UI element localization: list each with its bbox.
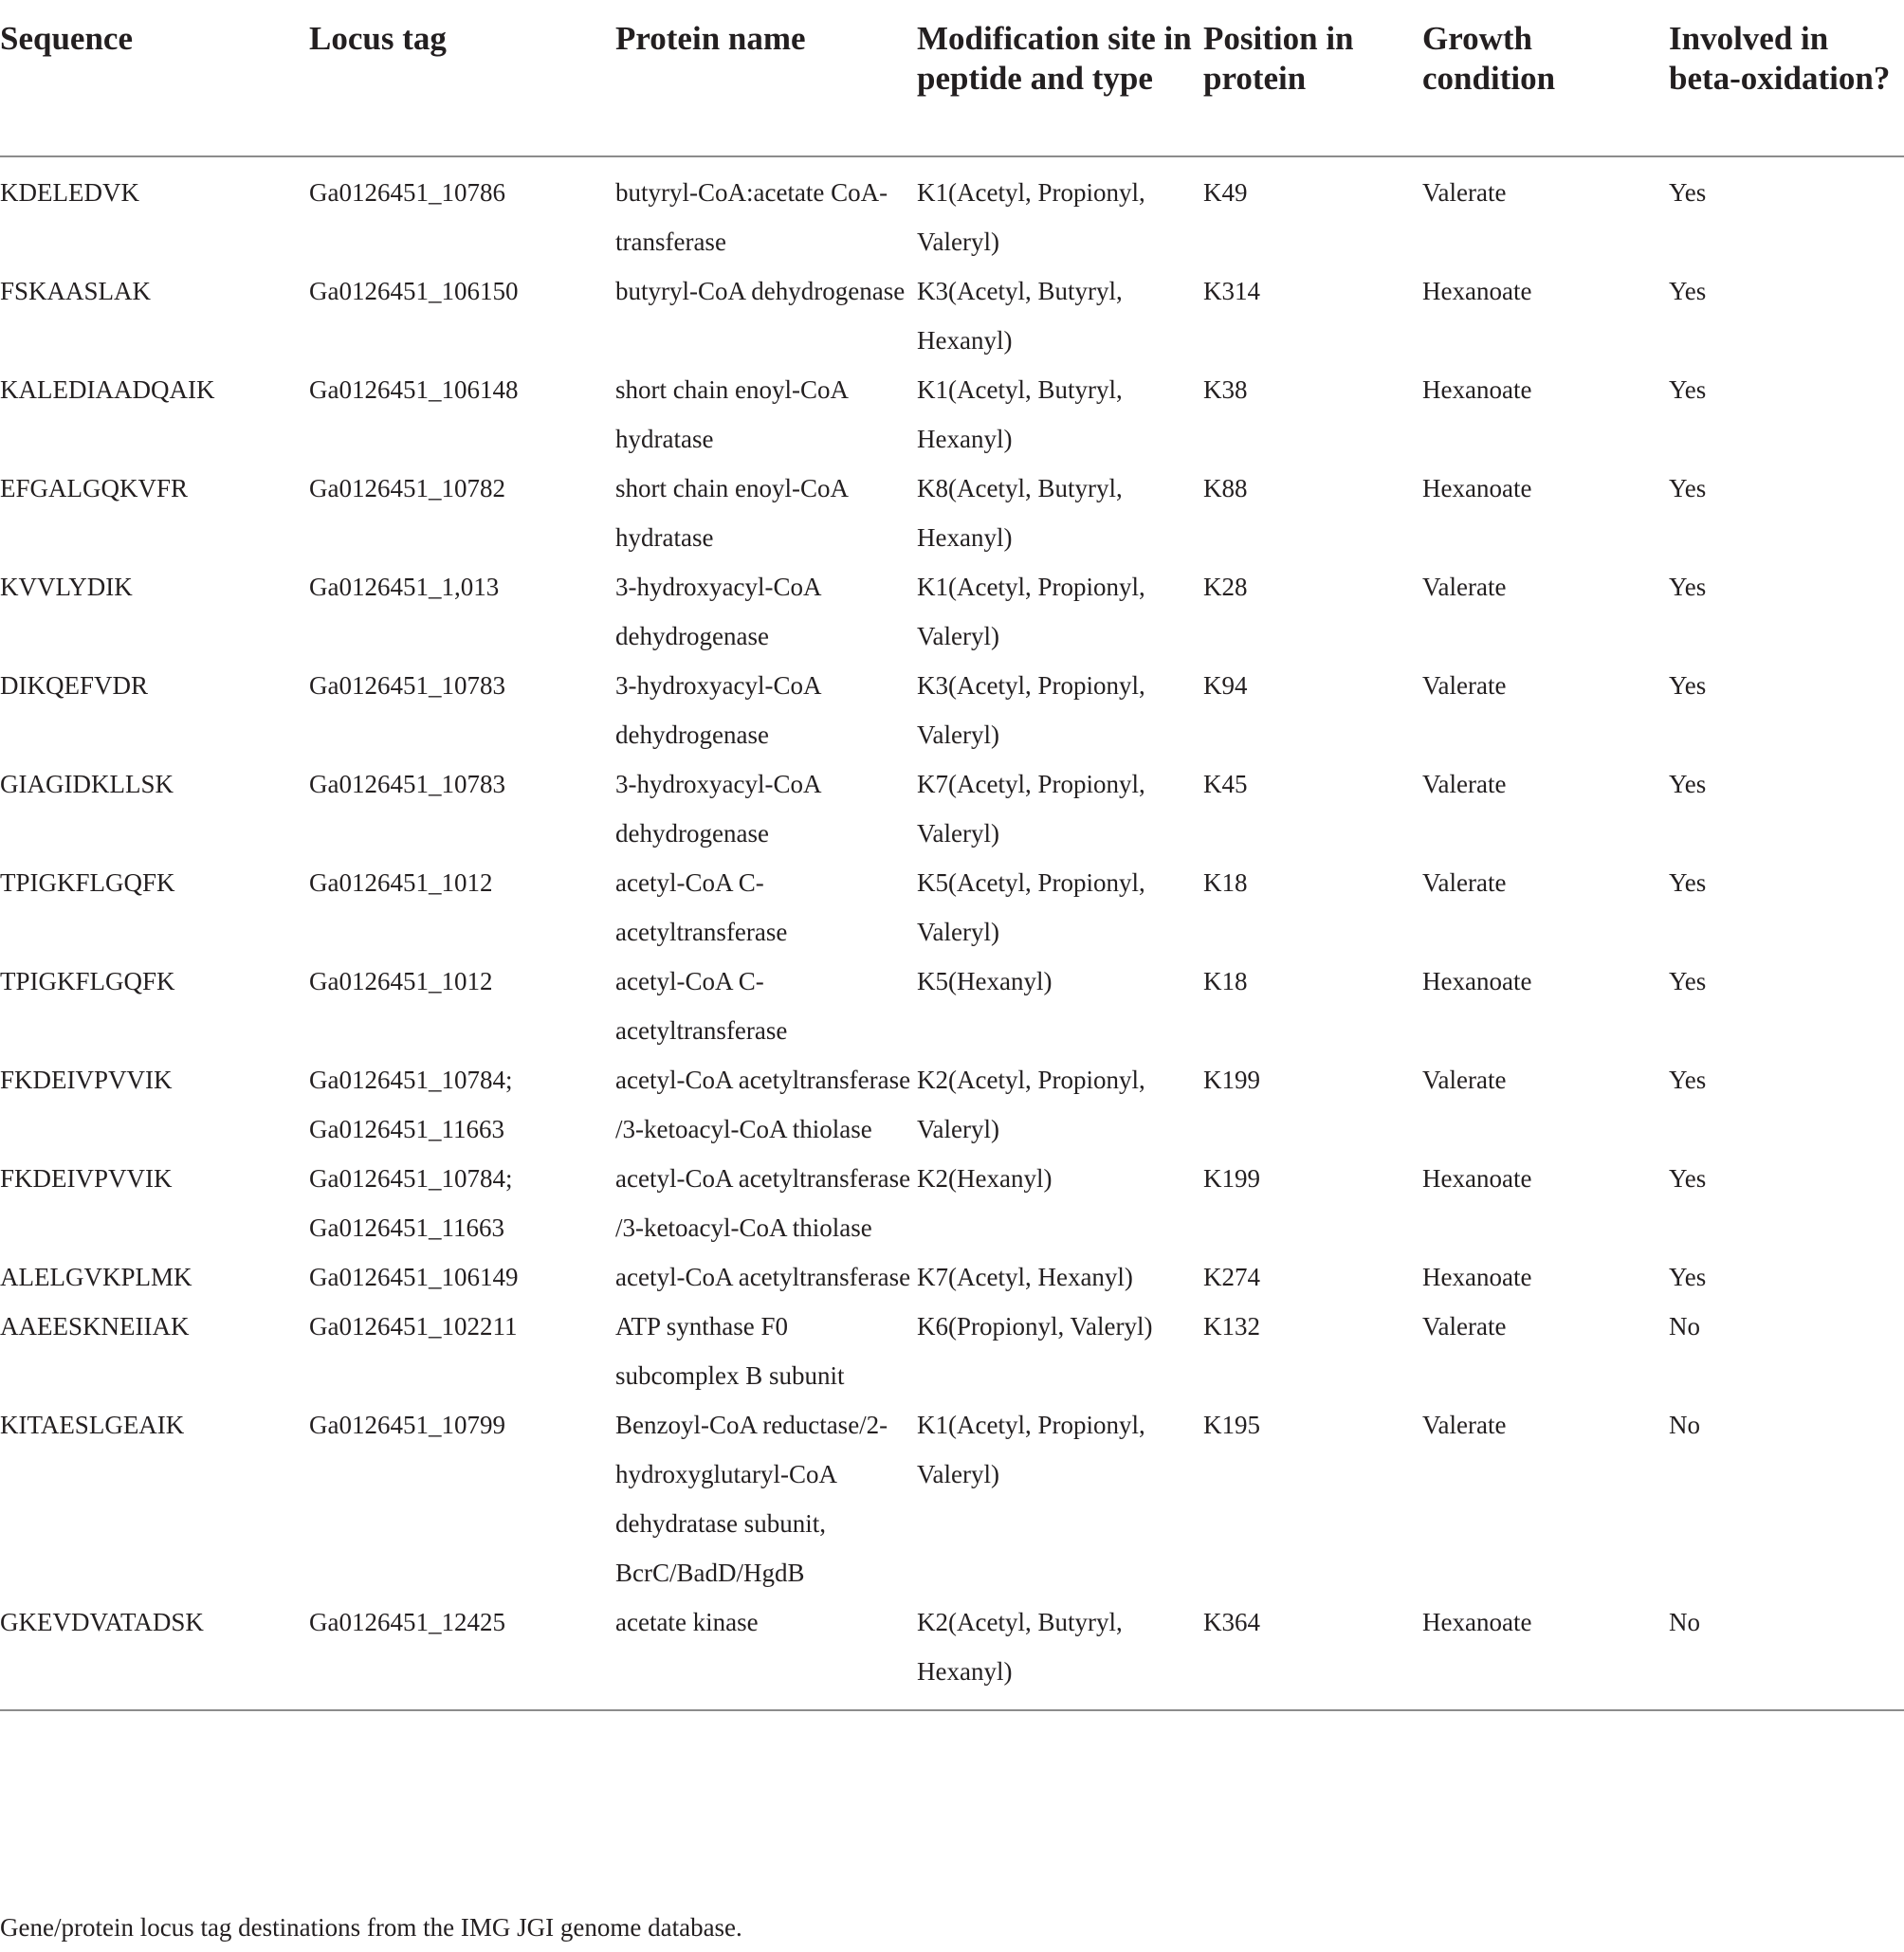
cell-position: K274 — [1203, 1263, 1260, 1291]
cell-protein-name: acetyl-CoA acetyltransferase /3-ketoacyl-CoA thiolase — [615, 1066, 911, 1143]
table-footnote: Gene/protein locus tag destinations from the IMG JGI genome database. — [0, 1913, 742, 1942]
cell-protein-name: butyryl-CoA:acetate CoA-transferase — [615, 178, 888, 256]
cell-protein-name: acetyl-CoA acetyltransferase — [615, 1263, 911, 1291]
cell-protein-name: ATP synthase F0 subcomplex B subunit — [615, 1312, 845, 1390]
cell-locus-tag: Ga0126451_1,013 — [309, 573, 500, 601]
cell-modification-site: K1(Acetyl, Propionyl, Valeryl) — [917, 1411, 1145, 1488]
header-locus-tag: Locus tag — [309, 0, 615, 156]
cell-growth-condition: Valerate — [1422, 1312, 1507, 1341]
cell-locus-tag: Ga0126451_10782 — [309, 474, 505, 502]
cell-locus-tag: Ga0126451_10783 — [309, 770, 505, 798]
cell-beta-oxidation: No — [1669, 1608, 1700, 1636]
cell-protein-name: 3-hydroxyacyl-CoA dehydrogenase — [615, 770, 820, 848]
cell-growth-condition: Hexanoate — [1422, 1263, 1532, 1291]
cell-modification-site: K6(Propionyl, Valeryl) — [917, 1312, 1153, 1341]
cell-locus-tag: Ga0126451_106148 — [309, 375, 519, 404]
table-row — [0, 957, 1904, 1055]
cell-locus-tag: Ga0126451_106150 — [309, 277, 519, 305]
cell-growth-condition: Valerate — [1422, 573, 1507, 601]
cell-locus-tag: Ga0126451_10784; Ga0126451_11663 — [309, 1164, 513, 1242]
table-row — [0, 365, 1904, 464]
cell-position: K18 — [1203, 868, 1248, 897]
cell-protein-name: 3-hydroxyacyl-CoA dehydrogenase — [615, 573, 820, 650]
cell-modification-site: K7(Acetyl, Propionyl, Valeryl) — [917, 770, 1145, 848]
table-row — [0, 1302, 1904, 1400]
table-row — [0, 661, 1904, 759]
cell-beta-oxidation: Yes — [1669, 1164, 1707, 1193]
header-protein-name: Protein name — [615, 0, 917, 156]
cell-growth-condition: Valerate — [1422, 671, 1507, 700]
table-row — [0, 464, 1904, 562]
cell-beta-oxidation: No — [1669, 1411, 1700, 1439]
cell-locus-tag: Ga0126451_10783 — [309, 671, 505, 700]
header-modification-site: Modification site in peptide and type — [917, 0, 1203, 156]
cell-protein-name: acetate kinase — [615, 1608, 759, 1636]
table-row — [0, 1400, 1904, 1597]
cell-sequence: GKEVDVATADSK — [0, 1608, 204, 1636]
cell-modification-site: K1(Acetyl, Butyryl, Hexanyl) — [917, 375, 1123, 453]
cell-sequence: GIAGIDKLLSK — [0, 770, 174, 798]
cell-position: K199 — [1203, 1066, 1260, 1094]
table-row — [0, 156, 1904, 266]
cell-position: K28 — [1203, 573, 1248, 601]
cell-sequence: KDELEDVK — [0, 178, 139, 207]
cell-locus-tag: Ga0126451_102211 — [309, 1312, 518, 1341]
cell-growth-condition: Hexanoate — [1422, 1608, 1532, 1636]
cell-growth-condition: Valerate — [1422, 770, 1507, 798]
cell-locus-tag: Ga0126451_12425 — [309, 1608, 505, 1636]
table-row — [0, 266, 1904, 365]
table-row — [0, 1597, 1904, 1710]
table-body — [0, 156, 1904, 1710]
cell-growth-condition: Hexanoate — [1422, 967, 1532, 995]
header-growth-condition: Growth condition — [1422, 0, 1669, 156]
cell-position: K45 — [1203, 770, 1248, 798]
cell-growth-condition: Hexanoate — [1422, 277, 1532, 305]
cell-protein-name: acetyl-CoA C-acetyltransferase — [615, 967, 788, 1045]
cell-growth-condition: Valerate — [1422, 178, 1507, 207]
cell-sequence: DIKQEFVDR — [0, 671, 149, 700]
cell-modification-site: K2(Acetyl, Butyryl, Hexanyl) — [917, 1608, 1123, 1686]
cell-modification-site: K3(Acetyl, Propionyl, Valeryl) — [917, 671, 1145, 749]
cell-sequence: AAEESKNEIIAK — [0, 1312, 190, 1341]
cell-locus-tag: Ga0126451_10784; Ga0126451_11663 — [309, 1066, 513, 1143]
cell-sequence: KVVLYDIK — [0, 573, 133, 601]
cell-locus-tag: Ga0126451_1012 — [309, 868, 493, 897]
cell-position: K199 — [1203, 1164, 1260, 1193]
cell-position: K195 — [1203, 1411, 1260, 1439]
cell-sequence: KITAESLGEAIK — [0, 1411, 185, 1439]
cell-modification-site: K5(Acetyl, Propionyl, Valeryl) — [917, 868, 1145, 946]
table-header — [0, 0, 1904, 156]
cell-sequence: KALEDIAADQAIK — [0, 375, 215, 404]
cell-position: K94 — [1203, 671, 1248, 700]
header-position: Position in protein — [1203, 0, 1422, 156]
cell-beta-oxidation: No — [1669, 1312, 1700, 1341]
cell-sequence: FSKAASLAK — [0, 277, 152, 305]
cell-position: K88 — [1203, 474, 1248, 502]
cell-growth-condition: Valerate — [1422, 1066, 1507, 1094]
cell-modification-site: K2(Acetyl, Propionyl, Valeryl) — [917, 1066, 1145, 1143]
table-row — [0, 1154, 1904, 1252]
cell-locus-tag: Ga0126451_106149 — [309, 1263, 519, 1291]
header-beta-oxidation: Involved in beta-oxidation? — [1669, 0, 1904, 156]
cell-growth-condition: Hexanoate — [1422, 474, 1532, 502]
table-row — [0, 1055, 1904, 1154]
cell-growth-condition: Valerate — [1422, 1411, 1507, 1439]
cell-sequence: TPIGKFLGQFK — [0, 967, 175, 995]
cell-beta-oxidation: Yes — [1669, 178, 1707, 207]
cell-growth-condition: Hexanoate — [1422, 1164, 1532, 1193]
cell-modification-site: K2(Hexanyl) — [917, 1164, 1053, 1193]
cell-beta-oxidation: Yes — [1669, 1263, 1707, 1291]
table-row — [0, 858, 1904, 957]
cell-protein-name: acetyl-CoA C-acetyltransferase — [615, 868, 788, 946]
cell-protein-name: short chain enoyl-CoA hydratase — [615, 474, 848, 552]
cell-position: K364 — [1203, 1608, 1260, 1636]
cell-sequence: FKDEIVPVVIK — [0, 1164, 173, 1193]
cell-position: K132 — [1203, 1312, 1260, 1341]
cell-beta-oxidation: Yes — [1669, 1066, 1707, 1094]
cell-locus-tag: Ga0126451_10799 — [309, 1411, 505, 1439]
cell-beta-oxidation: Yes — [1669, 573, 1707, 601]
cell-beta-oxidation: Yes — [1669, 967, 1707, 995]
cell-position: K314 — [1203, 277, 1260, 305]
cell-beta-oxidation: Yes — [1669, 375, 1707, 404]
cell-locus-tag: Ga0126451_10786 — [309, 178, 505, 207]
cell-position: K38 — [1203, 375, 1248, 404]
cell-modification-site: K1(Acetyl, Propionyl, Valeryl) — [917, 573, 1145, 650]
cell-protein-name: acetyl-CoA acetyltransferase /3-ketoacyl-CoA thiolase — [615, 1164, 911, 1242]
table-row — [0, 1252, 1904, 1302]
cell-beta-oxidation: Yes — [1669, 868, 1707, 897]
cell-modification-site: K8(Acetyl, Butyryl, Hexanyl) — [917, 474, 1123, 552]
cell-sequence: TPIGKFLGQFK — [0, 868, 175, 897]
cell-position: K49 — [1203, 178, 1248, 207]
cell-position: K18 — [1203, 967, 1248, 995]
table-row — [0, 759, 1904, 858]
cell-growth-condition: Hexanoate — [1422, 375, 1532, 404]
cell-protein-name: short chain enoyl-CoA hydratase — [615, 375, 848, 453]
cell-sequence: ALELGVKPLMK — [0, 1263, 192, 1291]
cell-locus-tag: Ga0126451_1012 — [309, 967, 493, 995]
cell-protein-name: butyryl-CoA dehydrogenase — [615, 277, 906, 305]
cell-modification-site: K1(Acetyl, Propionyl, Valeryl) — [917, 178, 1145, 256]
cell-beta-oxidation: Yes — [1669, 770, 1707, 798]
cell-modification-site: K3(Acetyl, Butyryl, Hexanyl) — [917, 277, 1123, 355]
cell-modification-site: K7(Acetyl, Hexanyl) — [917, 1263, 1133, 1291]
cell-sequence: EFGALGQKVFR — [0, 474, 189, 502]
table-row — [0, 562, 1904, 661]
cell-protein-name: Benzoyl-CoA reductase/2-hydroxyglutaryl-CoA dehydratase subunit, BcrC/BadD/HgdB — [615, 1411, 888, 1587]
cell-beta-oxidation: Yes — [1669, 474, 1707, 502]
header-row — [0, 0, 1904, 156]
cell-growth-condition: Valerate — [1422, 868, 1507, 897]
cell-sequence: FKDEIVPVVIK — [0, 1066, 173, 1094]
cell-protein-name: 3-hydroxyacyl-CoA dehydrogenase — [615, 671, 820, 749]
header-sequence: Sequence — [0, 0, 309, 156]
cell-beta-oxidation: Yes — [1669, 277, 1707, 305]
cell-beta-oxidation: Yes — [1669, 671, 1707, 700]
cell-modification-site: K5(Hexanyl) — [917, 967, 1053, 995]
